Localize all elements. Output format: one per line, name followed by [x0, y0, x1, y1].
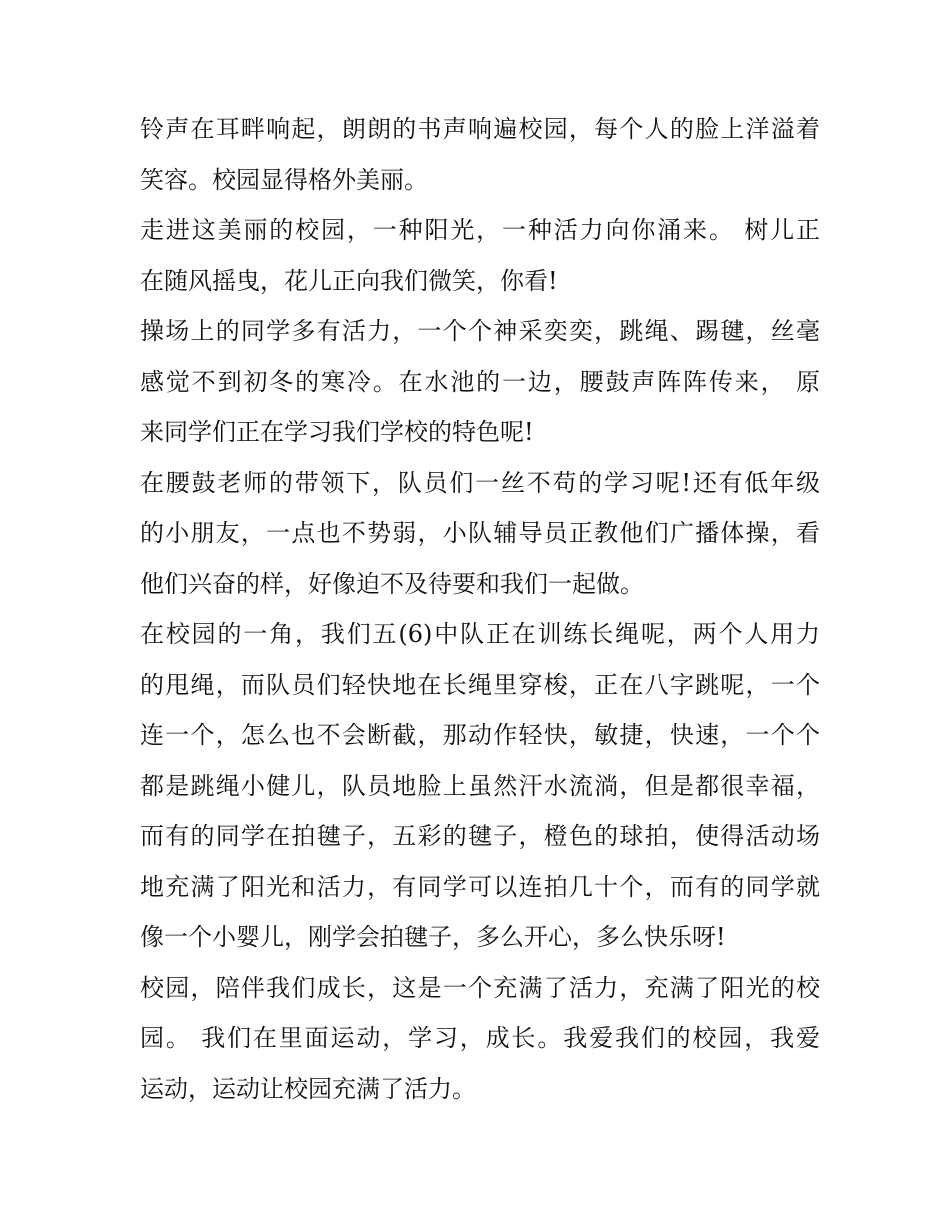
paragraph-1	[140, 104, 820, 205]
paragraph-2	[140, 205, 820, 306]
text-line: 在校园的一角，我们五(6)中队正在训练长绳呢，两个人用力	[140, 620, 820, 648]
text-line: 都是跳绳小健儿，队员地脸上虽然汗水流淌，但是都很幸福，	[140, 771, 820, 800]
text-line: 感觉不到初冬的寒冷。在水池的一边，腰鼓声阵阵传来， 原	[140, 367, 820, 396]
text-line: 而有的同学在拍毽子，五彩的毽子，橙色的球拍，使得活动场	[140, 822, 820, 850]
text-line: 的甩绳，而队员们轻快地在长绳里穿梭，正在八字跳呢，一个	[140, 670, 820, 699]
paragraph-4	[140, 458, 820, 610]
text-line: 他们兴奋的样，好像迫不及待要和我们一起做。	[140, 569, 644, 598]
article-body	[140, 104, 820, 1114]
text-line: 园。 我们在里面运动，学习，成长。我爱我们的校园，我爱	[140, 1024, 820, 1052]
text-line: 铃声在耳畔响起，朗朗的书声响遍校园，每个人的脸上洋溢着	[140, 115, 820, 143]
text-line: 像一个小婴儿，刚学会拍毽子，多么开心，多么快乐呀!	[140, 923, 726, 951]
paragraph-5	[140, 609, 820, 963]
paragraph-6	[140, 963, 820, 1115]
text-line: 笑容。校园显得格外美丽。	[140, 165, 428, 194]
text-line: 地充满了阳光和活力，有同学可以连拍几十个，而有的同学就	[140, 872, 820, 901]
text-line: 在随风摇曳，花儿正向我们微笑，你看!	[140, 266, 558, 295]
paragraph-3	[140, 306, 820, 458]
text-line: 连一个，怎么也不会断截，那动作轻快，敏捷，快速，一个个	[140, 721, 820, 749]
text-line: 的小朋友，一点也不势弱，小队辅导员正教他们广播体操，看	[140, 519, 820, 547]
text-line: 走进这美丽的校园，一种阳光，一种活力向你涌来。 树儿正	[140, 216, 820, 244]
text-line: 运动，运动让校园充满了活力。	[140, 1074, 476, 1103]
text-line: 来同学们正在学习我们学校的特色呢!	[140, 418, 534, 446]
text-line: 操场上的同学多有活力，一个个神采奕奕，跳绳、踢毽，丝毫	[140, 317, 820, 345]
text-line: 在腰鼓老师的带领下，队员们一丝不苟的学习呢!还有低年级	[140, 468, 820, 497]
text-line: 校园，陪伴我们成长，这是一个充满了活力，充满了阳光的校	[140, 973, 820, 1002]
